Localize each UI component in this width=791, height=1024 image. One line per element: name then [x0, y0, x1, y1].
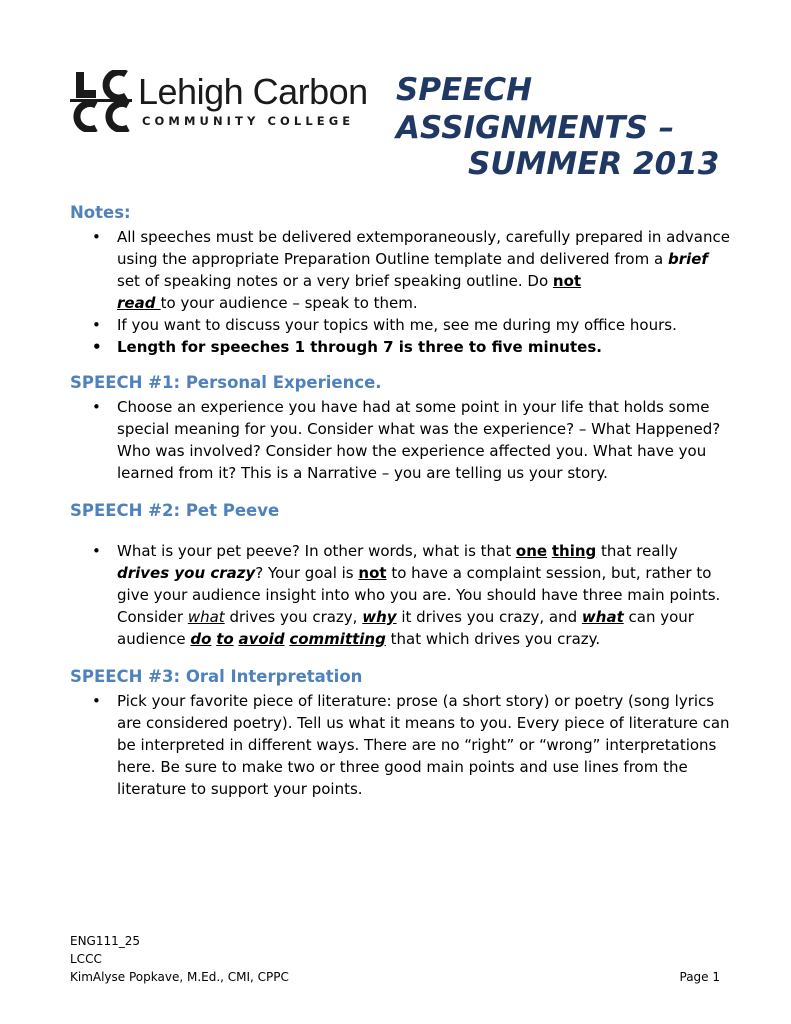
emphasis-read: read: [117, 294, 161, 312]
speech-3-list: [70, 690, 730, 800]
text: drives you crazy,: [224, 608, 363, 626]
speech-1-list: [70, 396, 730, 484]
speech-3-section: [70, 664, 730, 800]
speech-3-heading: SPEECH #3: Oral Interpretation: [70, 667, 363, 686]
college-logo: [70, 70, 390, 132]
footer-school: LCCC: [70, 952, 102, 966]
speech-2-list: [70, 540, 730, 650]
notes-section: [70, 200, 730, 358]
speech-1-section: [70, 370, 730, 484]
notes-bullet-3: • Length for speeches 1 through 7 is three to five minutes.: [70, 336, 730, 358]
title-line-2: ASSIGNMENTS –: [396, 110, 675, 146]
footer-course: ENG111_25: [70, 934, 141, 948]
speech-1-heading: SPEECH #1: Personal Experience.: [70, 373, 382, 392]
speech-3-bullet: • Pick your favorite piece of literature: prose (a short story) or poetry (song lyrics are considered poetry). Tell us what it means to you. Every piece of literature can be interpreted in different ways. There are no “right” or “wrong” interpretations here. Be sure to make two or three good main points and use lines from the literature to support your points.: [70, 690, 730, 800]
speech-2-bullet: [70, 540, 730, 650]
footer-instructor: KimAlyse Popkave, M.Ed., CMI, CPPC: [70, 970, 289, 984]
text: it drives you crazy, and: [396, 608, 582, 626]
page-number: Page 1: [679, 970, 720, 984]
text: can your audience: [117, 608, 694, 648]
logo-college-name: Lehigh Carbon: [138, 71, 368, 112]
text: set of speaking notes or a very brief speaking outline. Do: [117, 272, 553, 290]
text: that which drives you crazy.: [385, 630, 601, 648]
speech-2-heading: SPEECH #2: Pet Peeve: [70, 501, 280, 520]
emphasis-what-1: what: [187, 608, 225, 626]
speech-2-section: [70, 498, 730, 650]
emphasis-do: do: [190, 630, 212, 648]
emphasis-avoid: avoid: [238, 630, 285, 648]
emphasis-not: not: [358, 564, 387, 582]
text: All speeches must be delivered extemporaneously, carefully prepared in advance using the appropriate Preparation Outline template and delivered from a: [117, 228, 730, 268]
notes-bullet-2: • If you want to discuss your topics with me, see me during my office hours.: [70, 314, 730, 336]
notes-heading: Notes:: [70, 203, 131, 222]
lccc-logo-mark: [70, 70, 132, 132]
emphasis-why: why: [362, 608, 397, 626]
emphasis-what-2: what: [581, 608, 624, 626]
document-body: [70, 200, 730, 800]
emphasis-brief: brief: [667, 250, 708, 268]
notes-bullet-1: [70, 226, 730, 314]
emphasis-thing: thing: [551, 542, 597, 560]
text: ? Your goal is: [255, 564, 359, 582]
emphasis-committing: committing: [289, 630, 386, 648]
emphasis-not: not: [552, 272, 582, 290]
speech-1-bullet: • Choose an experience you have had at some point in your life that holds some special meaning for you. Consider what was the experience? – What Happened? Who was involved? Consider how the experience affected you. What have you learned from it? This is a Narrative – you are telling us your story.: [70, 396, 730, 484]
page-footer: [70, 932, 289, 986]
title-line-1: SPEECH: [396, 72, 533, 108]
logo-college-subtitle: COMMUNITY COLLEGE: [142, 114, 355, 128]
text: What is your pet peeve? In other words, what is that: [117, 542, 516, 560]
text: that really: [596, 542, 678, 560]
emphasis-one: one: [515, 542, 548, 560]
emphasis-drives: drives you crazy: [117, 564, 256, 582]
notes-list: [70, 226, 730, 358]
title-line-3: SUMMER 2013: [468, 146, 720, 182]
emphasis-to: to: [216, 630, 234, 648]
text: to have a complaint session, but, rather to give your audience insight into who you are. You should have three main points. Consider: [117, 564, 721, 626]
text: to your audience – speak to them.: [160, 294, 418, 312]
